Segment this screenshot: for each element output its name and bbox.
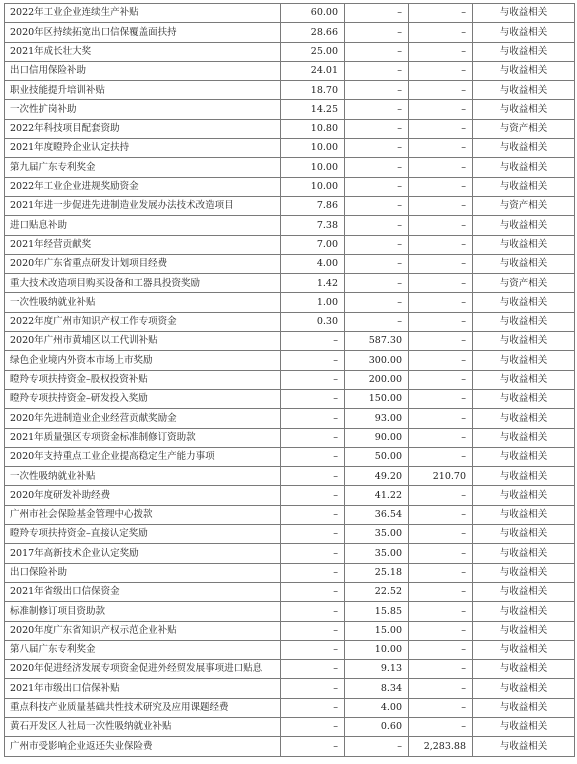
amount-period-3: – <box>409 447 473 466</box>
amount-period-3: – <box>409 428 473 447</box>
amount-period-3: – <box>409 216 473 235</box>
subsidy-item-name: 瞪羚专项扶持资金–研发投入奖励 <box>5 389 281 408</box>
subsidy-nature: 与收益相关 <box>473 61 575 80</box>
amount-period-1: – <box>281 698 345 717</box>
amount-period-1: – <box>281 370 345 389</box>
table-row <box>5 4 575 23</box>
subsidy-nature: 与收益相关 <box>473 582 575 601</box>
table-row <box>5 177 575 196</box>
table-row <box>5 119 575 138</box>
amount-period-2: 9.13 <box>345 660 409 679</box>
subsidy-nature: 与收益相关 <box>473 660 575 679</box>
table-row <box>5 467 575 486</box>
amount-period-3: – <box>409 4 473 23</box>
subsidy-item-name: 一次性吸纳就业补贴 <box>5 293 281 312</box>
amount-period-2: – <box>345 737 409 756</box>
subsidy-nature: 与收益相关 <box>473 717 575 736</box>
amount-period-2: – <box>345 119 409 138</box>
amount-period-1: – <box>281 602 345 621</box>
table-row <box>5 389 575 408</box>
amount-period-3: – <box>409 370 473 389</box>
amount-period-2: 8.34 <box>345 679 409 698</box>
amount-period-2: 25.18 <box>345 563 409 582</box>
subsidy-item-name: 黄石开发区人社局一次性吸纳就业补贴 <box>5 717 281 736</box>
subsidy-nature: 与收益相关 <box>473 100 575 119</box>
subsidy-item-name: 职业技能提升培训补贴 <box>5 81 281 100</box>
table-row <box>5 139 575 158</box>
subsidy-nature: 与收益相关 <box>473 293 575 312</box>
subsidy-nature: 与收益相关 <box>473 42 575 61</box>
amount-period-3: – <box>409 274 473 293</box>
table-body <box>5 4 575 757</box>
subsidy-item-name: 2021年市级出口信保补贴 <box>5 679 281 698</box>
amount-period-3: – <box>409 602 473 621</box>
subsidy-item-name: 2021年进一步促进先进制造业发展办法技术改造项目 <box>5 196 281 215</box>
table-row <box>5 505 575 524</box>
subsidy-item-name: 2022年工业企业连续生产补贴 <box>5 4 281 23</box>
amount-period-3: – <box>409 660 473 679</box>
subsidy-nature: 与收益相关 <box>473 525 575 544</box>
table-row <box>5 602 575 621</box>
table-row <box>5 698 575 717</box>
subsidy-nature: 与收益相关 <box>473 312 575 331</box>
subsidy-item-name: 第九届广东专利奖金 <box>5 158 281 177</box>
subsidy-nature: 与收益相关 <box>473 679 575 698</box>
table-row <box>5 332 575 351</box>
amount-period-3: – <box>409 621 473 640</box>
subsidy-nature: 与资产相关 <box>473 196 575 215</box>
amount-period-3: – <box>409 254 473 273</box>
amount-period-1: 7.38 <box>281 216 345 235</box>
amount-period-1: 25.00 <box>281 42 345 61</box>
amount-period-3: – <box>409 158 473 177</box>
amount-period-1: – <box>281 409 345 428</box>
amount-period-1: – <box>281 660 345 679</box>
subsidy-nature: 与收益相关 <box>473 235 575 254</box>
table-row <box>5 254 575 273</box>
table-row <box>5 235 575 254</box>
amount-period-2: 90.00 <box>345 428 409 447</box>
subsidy-item-name: 重大技术改造项目购买设备和工器具投资奖励 <box>5 274 281 293</box>
subsidy-nature: 与收益相关 <box>473 602 575 621</box>
subsidy-nature: 与收益相关 <box>473 177 575 196</box>
subsidy-item-name: 一次性扩岗补助 <box>5 100 281 119</box>
subsidy-item-name: 标准制修订项目资助款 <box>5 602 281 621</box>
amount-period-3: 2,283.88 <box>409 737 473 756</box>
table-row <box>5 409 575 428</box>
table-row <box>5 370 575 389</box>
amount-period-2: – <box>345 312 409 331</box>
table-row <box>5 717 575 736</box>
subsidy-item-name: 2020年支持重点工业企业提高稳定生产能力事项 <box>5 447 281 466</box>
amount-period-2: 300.00 <box>345 351 409 370</box>
amount-period-3: – <box>409 640 473 659</box>
amount-period-3: – <box>409 177 473 196</box>
amount-period-1: 14.25 <box>281 100 345 119</box>
amount-period-2: – <box>345 274 409 293</box>
amount-period-1: – <box>281 563 345 582</box>
table-row <box>5 621 575 640</box>
subsidy-nature: 与收益相关 <box>473 737 575 756</box>
amount-period-3: – <box>409 525 473 544</box>
amount-period-2: 22.52 <box>345 582 409 601</box>
table-row <box>5 737 575 756</box>
subsidy-item-name: 进口贴息补助 <box>5 216 281 235</box>
amount-period-3: – <box>409 196 473 215</box>
amount-period-1: 24.01 <box>281 61 345 80</box>
amount-period-2: 36.54 <box>345 505 409 524</box>
amount-period-1: – <box>281 544 345 563</box>
subsidy-nature: 与收益相关 <box>473 563 575 582</box>
subsidy-item-name: 2022年科技项目配套资助 <box>5 119 281 138</box>
subsidy-item-name: 瞪羚专项扶持资金–股权投资补贴 <box>5 370 281 389</box>
amount-period-3: – <box>409 61 473 80</box>
subsidy-nature: 与收益相关 <box>473 158 575 177</box>
amount-period-1: 28.66 <box>281 23 345 42</box>
subsidy-item-name: 2020年促进经济发展专项资金促进外经贸发展事项进口贴息 <box>5 660 281 679</box>
table-row <box>5 100 575 119</box>
amount-period-3: – <box>409 409 473 428</box>
amount-period-1: – <box>281 428 345 447</box>
table-row <box>5 582 575 601</box>
subsidy-item-name: 2020年广东省重点研发计划项目经费 <box>5 254 281 273</box>
subsidy-nature: 与收益相关 <box>473 370 575 389</box>
amount-period-1: 60.00 <box>281 4 345 23</box>
subsidy-item-name: 2021年经营贡献奖 <box>5 235 281 254</box>
amount-period-3: – <box>409 486 473 505</box>
amount-period-1: 7.00 <box>281 235 345 254</box>
amount-period-3: – <box>409 119 473 138</box>
subsidy-item-name: 出口保险补助 <box>5 563 281 582</box>
subsidy-nature: 与收益相关 <box>473 81 575 100</box>
amount-period-2: – <box>345 61 409 80</box>
subsidy-item-name: 2020年区持续拓宽出口信保覆盖面扶持 <box>5 23 281 42</box>
amount-period-3: – <box>409 389 473 408</box>
subsidy-item-name: 出口信用保险补助 <box>5 61 281 80</box>
amount-period-2: 587.30 <box>345 332 409 351</box>
subsidy-item-name: 重点科技产业质量基础共性技术研究及应用课题经费 <box>5 698 281 717</box>
amount-period-2: – <box>345 216 409 235</box>
table-row <box>5 525 575 544</box>
table-row <box>5 679 575 698</box>
amount-period-1: – <box>281 525 345 544</box>
subsidy-item-name: 2020年度广东省知识产权示范企业补贴 <box>5 621 281 640</box>
subsidy-item-name: 2020年先进制造业企业经营贡献奖励金 <box>5 409 281 428</box>
amount-period-2: 35.00 <box>345 525 409 544</box>
subsidy-nature: 与收益相关 <box>473 486 575 505</box>
amount-period-3: – <box>409 505 473 524</box>
amount-period-1: – <box>281 582 345 601</box>
amount-period-1: – <box>281 447 345 466</box>
amount-period-1: 18.70 <box>281 81 345 100</box>
subsidy-nature: 与收益相关 <box>473 389 575 408</box>
table-row <box>5 274 575 293</box>
amount-period-2: – <box>345 23 409 42</box>
subsidy-item-name: 2022年度广州市知识产权工作专项资金 <box>5 312 281 331</box>
table-row <box>5 486 575 505</box>
amount-period-2: – <box>345 81 409 100</box>
amount-period-2: – <box>345 139 409 158</box>
amount-period-2: 0.60 <box>345 717 409 736</box>
subsidy-nature: 与收益相关 <box>473 447 575 466</box>
subsidy-item-name: 绿色企业境内外资本市场上市奖励 <box>5 351 281 370</box>
amount-period-1: – <box>281 332 345 351</box>
amount-period-1: 1.00 <box>281 293 345 312</box>
table-row <box>5 544 575 563</box>
table-row <box>5 158 575 177</box>
subsidy-item-name: 广州市受影响企业返还失业保险费 <box>5 737 281 756</box>
amount-period-1: – <box>281 467 345 486</box>
amount-period-1: – <box>281 389 345 408</box>
amount-period-1: 0.30 <box>281 312 345 331</box>
amount-period-2: 50.00 <box>345 447 409 466</box>
amount-period-1: 10.00 <box>281 158 345 177</box>
government-subsidy-table <box>4 3 575 757</box>
subsidy-nature: 与收益相关 <box>473 621 575 640</box>
subsidy-nature: 与收益相关 <box>473 544 575 563</box>
subsidy-nature: 与收益相关 <box>473 467 575 486</box>
amount-period-1: – <box>281 640 345 659</box>
amount-period-3: – <box>409 544 473 563</box>
amount-period-2: – <box>345 42 409 61</box>
subsidy-nature: 与收益相关 <box>473 428 575 447</box>
amount-period-3: – <box>409 293 473 312</box>
table-row <box>5 42 575 61</box>
amount-period-2: 10.00 <box>345 640 409 659</box>
subsidy-nature: 与资产相关 <box>473 274 575 293</box>
table-row <box>5 351 575 370</box>
amount-period-3: – <box>409 235 473 254</box>
amount-period-3: – <box>409 717 473 736</box>
amount-period-2: – <box>345 177 409 196</box>
amount-period-3: – <box>409 42 473 61</box>
table-row <box>5 61 575 80</box>
amount-period-2: – <box>345 4 409 23</box>
subsidy-nature: 与收益相关 <box>473 332 575 351</box>
amount-period-1: 10.00 <box>281 139 345 158</box>
amount-period-2: – <box>345 100 409 119</box>
subsidy-nature: 与资产相关 <box>473 119 575 138</box>
amount-period-2: – <box>345 158 409 177</box>
amount-period-3: – <box>409 312 473 331</box>
amount-period-1: 4.00 <box>281 254 345 273</box>
subsidy-nature: 与收益相关 <box>473 139 575 158</box>
table-row <box>5 293 575 312</box>
amount-period-1: – <box>281 351 345 370</box>
table-row <box>5 447 575 466</box>
subsidy-nature: 与收益相关 <box>473 640 575 659</box>
amount-period-1: 10.00 <box>281 177 345 196</box>
table-row <box>5 660 575 679</box>
amount-period-3: – <box>409 351 473 370</box>
amount-period-3: 210.70 <box>409 467 473 486</box>
table-row <box>5 216 575 235</box>
subsidy-item-name: 一次性吸纳就业补贴 <box>5 467 281 486</box>
subsidy-item-name: 2021年质量强区专项资金标准制修订资助款 <box>5 428 281 447</box>
amount-period-2: 15.00 <box>345 621 409 640</box>
subsidy-nature: 与收益相关 <box>473 505 575 524</box>
amount-period-1: – <box>281 717 345 736</box>
table-row <box>5 196 575 215</box>
amount-period-3: – <box>409 698 473 717</box>
subsidy-nature: 与收益相关 <box>473 216 575 235</box>
subsidy-item-name: 瞪羚专项扶持资金–直接认定奖励 <box>5 525 281 544</box>
amount-period-3: – <box>409 23 473 42</box>
amount-period-3: – <box>409 679 473 698</box>
subsidy-nature: 与收益相关 <box>473 23 575 42</box>
amount-period-2: – <box>345 293 409 312</box>
amount-period-2: 49.20 <box>345 467 409 486</box>
subsidy-table-container <box>4 3 575 757</box>
subsidy-nature: 与收益相关 <box>473 351 575 370</box>
amount-period-2: 4.00 <box>345 698 409 717</box>
amount-period-3: – <box>409 582 473 601</box>
amount-period-1: – <box>281 486 345 505</box>
table-row <box>5 563 575 582</box>
amount-period-3: – <box>409 563 473 582</box>
amount-period-3: – <box>409 139 473 158</box>
amount-period-2: – <box>345 235 409 254</box>
subsidy-item-name: 2021年省级出口信保资金 <box>5 582 281 601</box>
amount-period-3: – <box>409 100 473 119</box>
amount-period-2: – <box>345 254 409 273</box>
subsidy-nature: 与收益相关 <box>473 4 575 23</box>
subsidy-nature: 与收益相关 <box>473 254 575 273</box>
subsidy-item-name: 2020年度研发补助经费 <box>5 486 281 505</box>
table-row <box>5 428 575 447</box>
subsidy-item-name: 2020年广州市黄埔区以工代训补贴 <box>5 332 281 351</box>
amount-period-2: 15.85 <box>345 602 409 621</box>
amount-period-1: 7.86 <box>281 196 345 215</box>
amount-period-3: – <box>409 332 473 351</box>
amount-period-1: – <box>281 505 345 524</box>
table-row <box>5 81 575 100</box>
amount-period-2: 35.00 <box>345 544 409 563</box>
amount-period-2: 93.00 <box>345 409 409 428</box>
subsidy-item-name: 第八届广东专利奖金 <box>5 640 281 659</box>
amount-period-1: 10.80 <box>281 119 345 138</box>
amount-period-1: 1.42 <box>281 274 345 293</box>
amount-period-3: – <box>409 81 473 100</box>
amount-period-1: – <box>281 621 345 640</box>
amount-period-2: 41.22 <box>345 486 409 505</box>
subsidy-item-name: 广州市社会保险基金管理中心拨款 <box>5 505 281 524</box>
subsidy-nature: 与收益相关 <box>473 409 575 428</box>
table-row <box>5 312 575 331</box>
subsidy-item-name: 2022年工业企业进规奖励资金 <box>5 177 281 196</box>
amount-period-1: – <box>281 679 345 698</box>
subsidy-nature: 与收益相关 <box>473 698 575 717</box>
subsidy-item-name: 2017年高新技术企业认定奖励 <box>5 544 281 563</box>
amount-period-2: 200.00 <box>345 370 409 389</box>
subsidy-item-name: 2021年成长壮大奖 <box>5 42 281 61</box>
amount-period-1: – <box>281 737 345 756</box>
table-row <box>5 23 575 42</box>
amount-period-2: 150.00 <box>345 389 409 408</box>
table-row <box>5 640 575 659</box>
amount-period-2: – <box>345 196 409 215</box>
subsidy-item-name: 2021年度瞪羚企业认定扶持 <box>5 139 281 158</box>
